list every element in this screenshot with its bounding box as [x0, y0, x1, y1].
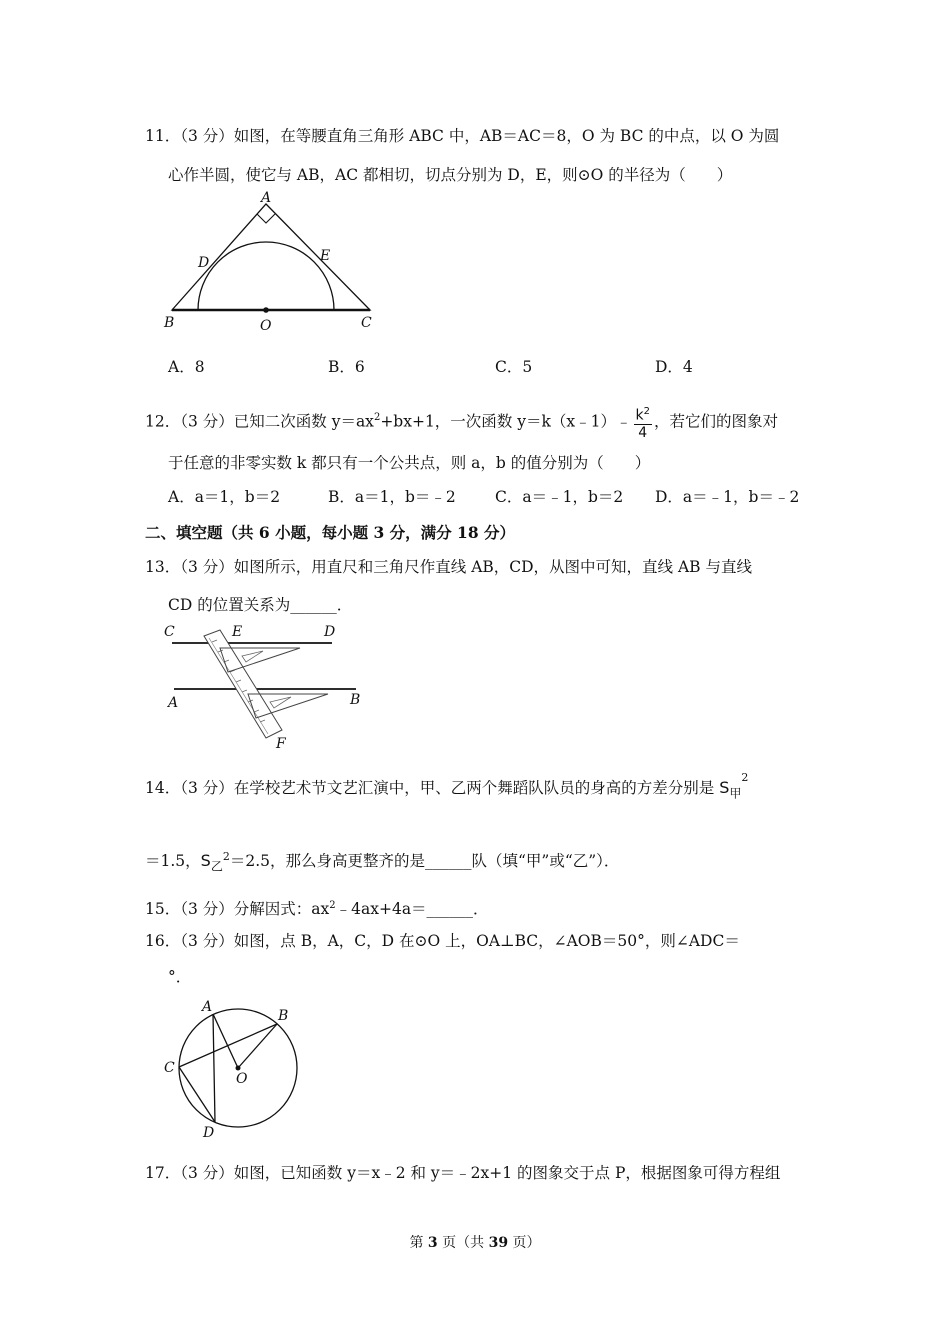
- q14-text-2a: ＝1.5，: [145, 852, 201, 871]
- q15-text-b: ﹣4ax+4a＝______．: [335, 900, 489, 919]
- q12-option-c[interactable]: C．a＝﹣1，b＝2: [495, 488, 624, 506]
- q12-text-b: +bx+1，一次函数 y＝k（x﹣1）﹣: [380, 412, 632, 431]
- q14-s2-sub: 乙: [210, 859, 223, 874]
- q12-text-c: ，若它们的图象对: [653, 412, 778, 431]
- q15-sup: 2: [329, 900, 336, 911]
- q11-option-d[interactable]: D．4: [655, 358, 693, 376]
- footer-text-a: 第: [409, 1235, 428, 1251]
- footer-text-c: 页）: [508, 1235, 541, 1251]
- q15-text-a: 15．（3 分）分解因式：ax: [145, 900, 330, 919]
- q14-text-1: 14．（3 分）在学校艺术节文艺汇演中，甲、乙两个舞蹈队队员的身高的方差分别是: [145, 779, 715, 798]
- q14-s1: S: [719, 778, 730, 798]
- q11-option-b[interactable]: B．6: [328, 358, 365, 376]
- q13-line2: CD 的位置关系为______．: [168, 596, 353, 614]
- q12-option-b[interactable]: B．a＝1，b＝﹣2: [328, 488, 456, 506]
- q11-label-e: E: [320, 248, 331, 264]
- q13-label-c: C: [164, 624, 175, 640]
- q11-option-c[interactable]: C．5: [495, 358, 533, 376]
- q14-s2: S: [200, 851, 211, 871]
- q16-line2: °．: [168, 968, 192, 986]
- q11-label-o: O: [260, 318, 272, 334]
- q16-label-b: B: [278, 1008, 289, 1024]
- footer-page-number: 3: [427, 1235, 438, 1251]
- q11-label-b: B: [164, 315, 175, 331]
- q13-label-b: B: [350, 692, 361, 708]
- q16-circle-figure: [160, 995, 310, 1145]
- q14-s1-sup: 2: [741, 771, 749, 784]
- q16-line1: 16．（3 分）如图，点 B，A，C，D 在⊙O 上，OA⊥BC，∠AOB＝50°，则∠ADC＝: [145, 932, 740, 950]
- q12-text-a: 12．（3 分）已知二次函数 y＝ax: [145, 412, 374, 431]
- q16-label-c: C: [164, 1060, 175, 1076]
- q16-label-a: A: [202, 999, 213, 1015]
- q12-frac-den: 4: [638, 424, 648, 441]
- q12-option-a[interactable]: A．a＝1，b＝2: [168, 488, 281, 506]
- footer-text-b: 页（共: [437, 1235, 489, 1251]
- q12-option-d[interactable]: D．a＝﹣1，b＝﹣2: [655, 488, 800, 506]
- q11-label-c: C: [361, 315, 372, 331]
- section2-title: 二、填空题（共 6 小题，每小题 3 分，满分 18 分）: [145, 523, 516, 542]
- q14-line2: [145, 847, 810, 876]
- q11-triangle-figure: [160, 190, 385, 335]
- footer-total-pages: 39: [488, 1235, 509, 1251]
- q12-frac-num: k: [635, 407, 644, 424]
- q12-line1: [145, 404, 810, 441]
- q11-label-a: A: [261, 190, 272, 206]
- q14-text-2b: ＝2.5，那么身高更整齐的是______队（填“甲”或“乙”）．: [229, 852, 620, 871]
- q13-label-f: F: [276, 736, 286, 752]
- q13-label-d: D: [324, 624, 336, 640]
- q13-line1: 13．（3 分）如图所示，用直尺和三角尺作直线 AB，CD，从图中可知，直线 AB 与直线: [145, 558, 752, 576]
- q12-line2: 于任意的非零实数 k 都只有一个公共点，则 a，b 的值分别为（ ）: [168, 454, 651, 472]
- q15-line: [145, 896, 810, 919]
- q13-ruler-figure: [160, 620, 370, 755]
- q13-label-a: A: [168, 695, 179, 711]
- q12-sup: 2: [373, 412, 381, 424]
- q11-option-a[interactable]: A．8: [168, 358, 205, 376]
- q12-fraction: [634, 404, 652, 441]
- q14-line1: [145, 771, 810, 803]
- q13-label-e: E: [232, 624, 243, 640]
- page-footer: [0, 1232, 950, 1252]
- q11-label-d: D: [198, 255, 210, 271]
- q14-s2-sup: 2: [222, 850, 230, 863]
- q16-label-o: O: [236, 1071, 248, 1087]
- q11-line2: 心作半圆，使它与 AB，AC 都相切，切点分别为 D，E，则⊙O 的半径为（ ）: [168, 166, 733, 184]
- q11-line1: 11．（3 分）如图，在等腰直角三角形 ABC 中，AB＝AC＝8，O 为 BC 的中点，以 O 为圆: [145, 127, 780, 145]
- q14-s1-sub: 甲: [729, 786, 742, 801]
- q17-line1: 17．（3 分）如图，已知函数 y＝x﹣2 和 y＝﹣2x+1 的图象交于点 P，根据图象可得方程组: [145, 1164, 781, 1182]
- q16-label-d: D: [203, 1125, 215, 1141]
- q12-frac-num-sup: 2: [643, 406, 650, 417]
